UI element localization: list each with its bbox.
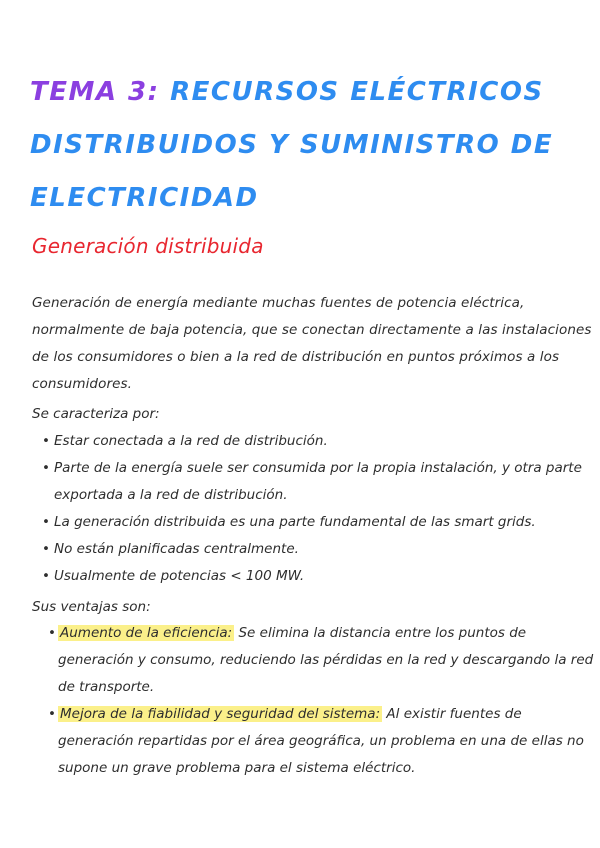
list-item: • No están planificadas centralmente. [42,536,598,563]
page-title [30,66,585,225]
list-item: • Usualmente de potencias < 100 MW. [42,563,598,590]
item-text: Se elimina la distancia entre los puntos de generación y consumo, reduciendo las pérdidas en la red y descargando la red de transporte. [58,625,594,695]
advantages-label: Sus ventajas son: [32,599,151,615]
item-text: Al existir fuentes de generación repartidas por el área geográfica, un problema en una de ellas no supone un grave problema para el sistema eléctrico. [58,706,584,776]
intro-paragraph: Generación de energía mediante muchas fuentes de potencia eléctrica, normalmente de baja potencia, que se conectan directamente a las instalaciones de los consumidores o bien a la red de distribución en puntos próximos a los consumidores. [32,295,592,392]
highlighted-term: Aumento de la eficiencia: [60,625,233,641]
list-item [48,620,598,701]
characteristics-label: Se caracteriza por: [32,406,160,422]
characteristics-list [42,428,598,590]
highlighted-term: Mejora de la fiabilidad y seguridad del sistema: [60,706,381,722]
list-item [48,701,598,782]
title-prefix: TEMA 3: [30,77,160,107]
section-heading: Generación distribuida [32,234,264,258]
title-text: RECURSOS ELÉCTRICOS DISTRIBUIDOS Y SUMINISTRO DE ELECTRICIDAD [30,77,554,213]
list-item: • Estar conectada a la red de distribución. [42,428,598,455]
advantages-list [48,620,598,782]
list-item: • Parte de la energía suele ser consumida por la propia instalación, y otra parte exportada a la red de distribución. [42,455,598,509]
list-item: • La generación distribuida es una parte fundamental de las smart grids. [42,509,598,536]
